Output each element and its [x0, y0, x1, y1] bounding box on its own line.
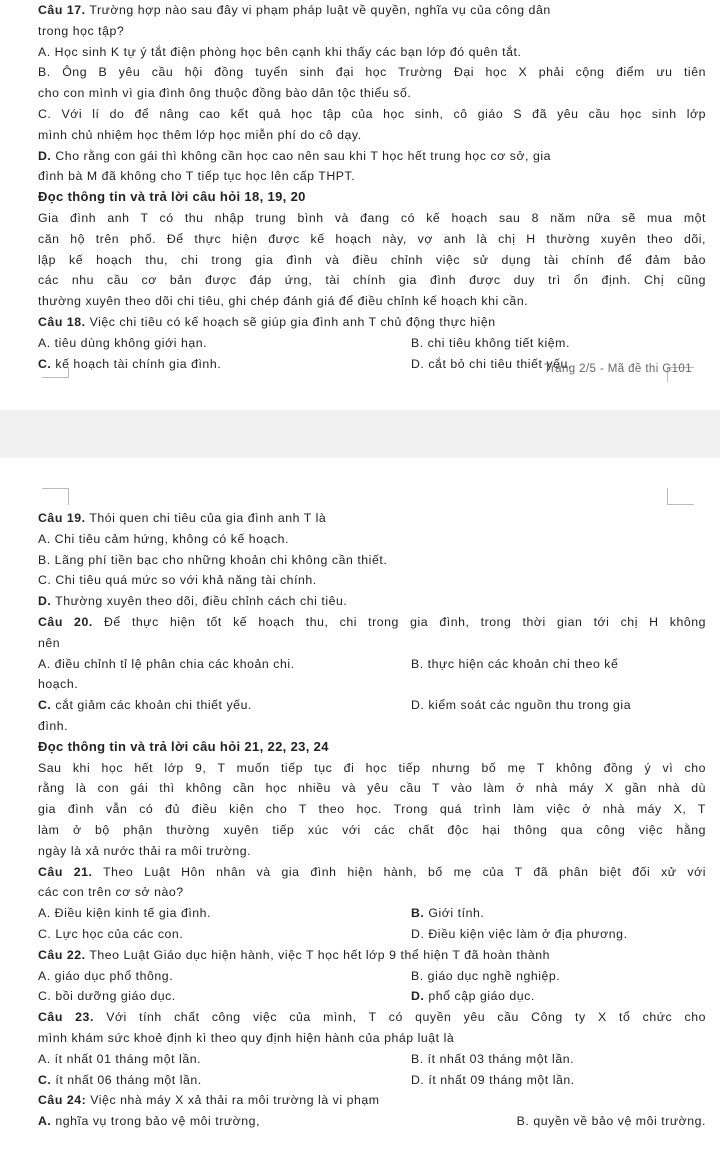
options-row	[38, 333, 706, 354]
passage-line: làm ở bộ phận thường xuyên tiếp xúc với các chất độc hại thông qua công việc hằng	[38, 822, 706, 837]
options-row	[38, 903, 706, 924]
option-b-cont: cho con mình vì gia đình ông thuộc đồng bào dân tộc thiểu số.	[38, 86, 412, 101]
option-c: C. bồi dưỡng giáo dục.	[38, 989, 176, 1004]
option-c: C. Với lí do để nâng cao kết quả học tập của học sinh, cô giáo S đã yêu cầu học sinh lớp	[38, 106, 706, 121]
option-d: D. Điều kiện việc làm ở địa phương.	[411, 926, 628, 941]
option-d-cont: đình bà M đã không cho T tiếp tục học lên cấp THPT.	[38, 169, 356, 184]
option-a: A. Điều kiện kinh tế gia đình.	[38, 906, 212, 921]
passage-line: lập kế hoạch thu, chi trong gia đình và điều chỉnh việc sử dụng tài chính để đảm bảo	[38, 252, 706, 267]
options-row	[38, 654, 706, 675]
question-20-stem: Câu 20. Để thực hiện tốt kế hoạch thu, chi trong gia đình, trong thời gian tới chị H không	[38, 614, 706, 629]
option-c-cont: mình chủ nhiệm học thêm lớp học miễn phí do cô dạy.	[38, 127, 362, 142]
option-b: B. Lãng phí tiền bạc cho những khoản chi không cần thiết.	[38, 552, 388, 567]
question-18-stem: Câu 18. Việc chi tiêu có kế hoạch sẽ giúp gia đình anh T chủ động thực hiện	[38, 314, 496, 329]
section-heading: Đọc thông tin và trả lời câu hỏi 21, 22, 23, 24	[38, 738, 329, 754]
question-22-stem: Câu 22. Theo Luật Giáo dục hiện hành, việc T học hết lớp 9 thể hiện T đã hoàn thành	[38, 947, 551, 962]
option-a: A. giáo dục phổ thông.	[38, 968, 174, 983]
question-19-stem: Câu 19. Thói quen chi tiêu của gia đình anh T là	[38, 511, 327, 525]
question-label: Câu 17.	[38, 3, 86, 17]
option-d-cont: đình.	[38, 718, 69, 733]
question-20-stem-cont: nên	[38, 635, 61, 650]
passage-line: các nhu cầu cơ bản được đáp ứng, tài chính gia đình được duy trì ổn định. Chị cũng	[38, 273, 706, 288]
passage-line: Gia đình anh T có thu nhập trung bình và đang có kế hoạch sau 8 năm nữa sẽ mua một	[38, 210, 706, 225]
page-3-of-5	[0, 458, 720, 1154]
option-a: A. nghĩa vụ trong bảo vệ môi trường,	[38, 1114, 261, 1129]
question-17-stem-cont: trong học tập?	[38, 23, 125, 38]
question-23-stem-cont: mình khám sức khoẻ định kì theo quy định hiện hành của pháp luật là	[38, 1030, 455, 1045]
page-footer: Trang 2/5 - Mã đề thi G101	[543, 363, 692, 375]
option-b: B. chi tiêu không tiết kiệm.	[411, 335, 570, 350]
passage-line: thường xuyên theo dõi chi tiêu, ghi chép đánh giá để điều chỉnh kế hoạch khi cần.	[38, 294, 529, 309]
option-a: A. Học sinh K tự ý tắt điện phòng học bên cạnh khi thấy các bạn lớp đó quên tắt.	[38, 44, 522, 59]
option-b: B. thực hiện các khoản chi theo kế	[411, 656, 619, 671]
option-d: D. Cho rằng con gái thì không cần học cao nên sau khi T học hết trung học cơ sở, gia	[38, 148, 552, 163]
option-a: A. tiêu dùng không giới hạn.	[38, 335, 208, 350]
crop-mark	[42, 488, 69, 505]
option-d: D. phổ cập giáo dục.	[411, 989, 535, 1004]
options-row	[38, 986, 706, 1007]
option-c: C. Chi tiêu quá mức so với khả năng tài chính.	[38, 573, 317, 588]
question-17-stem: Câu 17. Trường hợp nào sau đây vi phạm pháp luật về quyền, nghĩa vụ của công dân	[38, 3, 551, 17]
options-row	[38, 924, 706, 945]
option-b: B. Ông B yêu cầu hội đồng tuyển sinh đại học Trường Đại học X phải cộng điểm ưu tiên	[38, 65, 706, 80]
page-2-of-5	[0, 0, 720, 410]
options-row	[38, 1111, 706, 1132]
question-24-stem: Câu 24: Việc nhà máy X xả thải ra môi trường là vi phạm	[38, 1093, 380, 1108]
option-b: B. giáo dục nghề nghiệp.	[411, 968, 561, 983]
passage-line: Sau khi học hết lớp 9, T muốn tiếp tục đi học tiếp nhưng bố mẹ T không đồng ý vì cho	[38, 760, 706, 775]
option-c: C. ít nhất 06 tháng một lần.	[38, 1072, 202, 1087]
option-d: D. kiểm soát các nguồn thu trong gia	[411, 698, 632, 713]
option-b-cont: hoạch.	[38, 677, 79, 692]
passage-line: rằng là con gái thì không cần học nhiều và yêu cầu T vào làm ở nhà máy X gần nhà dù	[38, 781, 706, 796]
option-b: B. ít nhất 03 tháng một lần.	[411, 1051, 575, 1066]
option-a: A. điều chỉnh tỉ lệ phân chia các khoản chi.	[38, 656, 295, 671]
passage-line: căn hộ trên phố. Để thực hiện được kế hoạch này, vợ anh là chị H thường xuyên theo dõi,	[38, 231, 706, 246]
question-23-stem: Câu 23. Với tính chất công việc của mình, T có quyền yêu cầu Công ty X tổ chức cho	[38, 1010, 706, 1025]
option-d: D. Thường xuyên theo dõi, điều chỉnh cách chi tiêu.	[38, 594, 348, 609]
options-row	[38, 966, 706, 987]
question-21-stem-cont: các con trên cơ sở nào?	[38, 885, 184, 900]
crop-mark	[667, 488, 694, 505]
option-c: C. kế hoạch tài chính gia đình.	[38, 356, 222, 371]
passage-line: gia đình vẫn có đủ điều kiện cho T theo học. Trong quá trình làm việc ở nhà máy X, T	[38, 802, 706, 817]
option-c: C. Lực học của các con.	[38, 926, 184, 941]
option-b: B. quyền về bảo vệ môi trường.	[516, 1114, 706, 1129]
options-row	[38, 695, 706, 716]
options-row	[38, 1049, 706, 1070]
page-separator	[0, 410, 720, 458]
option-d: D. ít nhất 09 tháng một lần.	[411, 1072, 575, 1087]
crop-mark	[42, 367, 69, 378]
passage-line: ngày là xả nước thải ra môi trường.	[38, 843, 252, 858]
option-c: C. cắt giảm các khoản chi thiết yếu.	[38, 698, 252, 713]
option-a: A. Chi tiêu cảm hứng, không có kế hoạch.	[38, 531, 290, 546]
question-21-stem: Câu 21. Theo Luật Hôn nhân và gia đình hiện hành, bố mẹ của T đã phân biệt đối xử với	[38, 864, 706, 879]
option-d: D. cắt bỏ chi tiêu thiết yếu.	[411, 356, 572, 371]
option-a: A. ít nhất 01 tháng một lần.	[38, 1051, 202, 1066]
section-heading: Đọc thông tin và trả lời câu hỏi 18, 19, 20	[38, 189, 306, 205]
option-b: B. Giới tính.	[411, 906, 485, 921]
options-row	[38, 1070, 706, 1091]
